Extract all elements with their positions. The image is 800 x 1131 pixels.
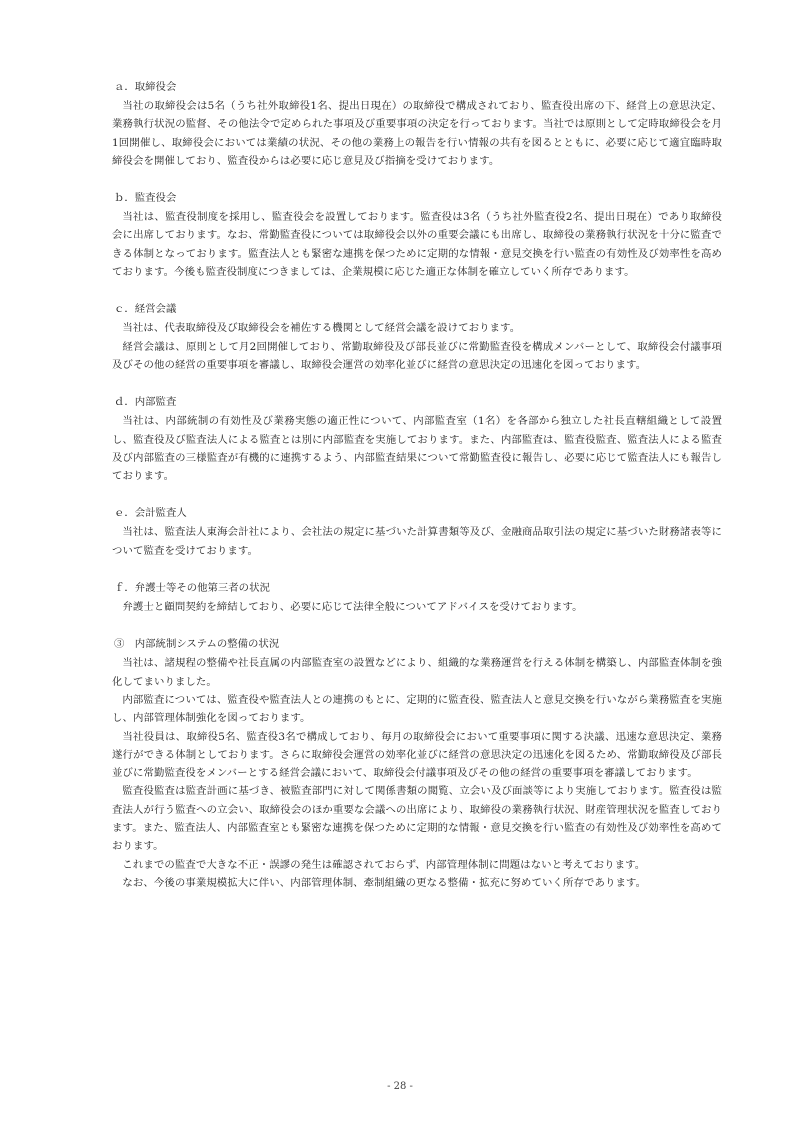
paragraph: なお、今後の事業規模拡大に伴い、内部管理体制、牽制組織の更なる整備・拡充に努めていく所存であります。: [122, 876, 647, 889]
paragraph: 当社の取締役会は5名（うち社外取締役1名、提出日現在）の取締役で構成されており、監査役出席の下、経営上の意思決定、業務執行状況の監督、その他法令で定められた事項及び重要事項の決定を行っております。当社では原則として定時取締役会を月1回開催し、取締役会においては業績の状況、その他の業務上の報告を行い情報の共有を図るとともに、必要に応じて適宜臨時取締役会を開催しており、監査役からは必要に応じ意見及び指摘を受けております。: [112, 100, 722, 167]
paragraph: 弁護士と顧問契約を締結しており、必要に応じて法律全般についてアドバイスを受けております。: [122, 601, 583, 614]
paragraph: 当社は、監査役制度を採用し、監査役会を設置しております。監査役は3名（うち社外監査役2名、提出日現在）であり取締役会に出席しております。なお、常勤監査役については取締役会以外の重要会議にも出席し、取締役の業務執行状況を十分に監査できる体制となっております。監査法人とも緊密な連携を保つために定期的な情報・意見交換を行い監査の有効性及び効率性を高めております。今後も監査役制度につきましては、企業規模に応じた適正な体制を確立していく所存であります。: [112, 211, 722, 279]
section-heading: ｄ．内部監査: [114, 396, 177, 409]
paragraph: これまでの監査で大きな不正・誤謬の発生は確認されておらず、内部管理体制に問題はないと考えております。: [122, 858, 646, 871]
document-body: [112, 78, 722, 911]
section-heading: ａ．取締役会: [114, 81, 177, 93]
paragraph: 経営会議は、原則として月2回開催しており、常勤取締役及び部長並びに常勤監査役を構成メンバーとして、取締役会付議事項及びその他の経営の重要事項を審議し、取締役会運営の効率化並びに経営の意思決定の迅速化を図っております。: [112, 340, 722, 371]
paragraph: 当社は、監査法人東海会計社により、会社法の規定に基づいた計算書類等及び、金融商品取引法の規定に基づいた財務諸表等について監査を受けております。: [112, 526, 722, 557]
section-management-meeting: [112, 300, 722, 374]
section-heading: ｆ．弁護士等その他第三者の状況: [114, 582, 270, 595]
section-third-parties: [112, 579, 722, 616]
paragraph: 当社は、諸規程の整備や社長直属の内部監査室の設置などにより、組織的な業務運営を行える体制を構築し、内部監査体制を強化してまいりました。: [112, 657, 722, 688]
section-audit-board: [112, 189, 722, 281]
paragraph: 当社は、代表取締役及び取締役会を補佐する機関として経営会議を設けております。: [122, 322, 521, 335]
section-accounting-auditor: [112, 504, 722, 560]
paragraph: 内部監査については、監査役や監査法人との連携のもとに、定期的に監査役、監査法人と意見交換を行いながら業務監査を実施し、内部管理体制強化を図っております。: [112, 693, 722, 725]
page-number: - 28 -: [387, 1081, 413, 1092]
section-internal-control-system: [112, 635, 722, 892]
section-heading: ｃ．経営会議: [114, 303, 177, 316]
section-internal-audit: [112, 393, 722, 485]
paragraph: 監査役監査は監査計画に基づき、被監査部門に対して関係書類の閲覧、立会い及び面談等により実施しております。監査役は監査法人が行う監査への立会い、取締役会のほか重要な会議への出席により、取締役の業務執行状況、財産管理状況を監査しております。また、監査法人、内部監査室とも緊密な連携を保つために定期的な情報・意見交換を行い監査の有効性及び効率性を高めております。: [112, 785, 722, 853]
section-heading: ③ 内部統制システムの整備の状況: [114, 638, 280, 651]
paragraph: 当社役員は、取締役5名、監査役3名で構成しており、毎月の取締役会において重要事項に関する決議、迅速な意思決定、業務遂行ができる体制としております。さらに取締役会運営の効率化並びに経営の意思決定の迅速化を図るため、常勤取締役及び部長並びに常勤監査役をメンバーとする経営会議において、取締役会付議事項及びその他の経営の重要事項を審議しております。: [112, 730, 722, 780]
section-heading: ｅ．会計監査人: [114, 507, 187, 520]
section-heading: ｂ．監査役会: [114, 192, 177, 205]
paragraph: 当社は、内部統制の有効性及び業務実態の適正性について、内部監査室（1名）を各部から独立した社長直轄組織として設置し、監査役及び監査法人による監査とは別に内部監査を実施しております。また、内部監査は、監査役監査、監査法人による監査及び内部監査の三様監査が有機的に連携するよう、内部監査結果について常勤監査役に報告し、必要に応じて監査法人にも報告しております。: [112, 415, 722, 483]
section-board-of-directors: [112, 78, 722, 170]
